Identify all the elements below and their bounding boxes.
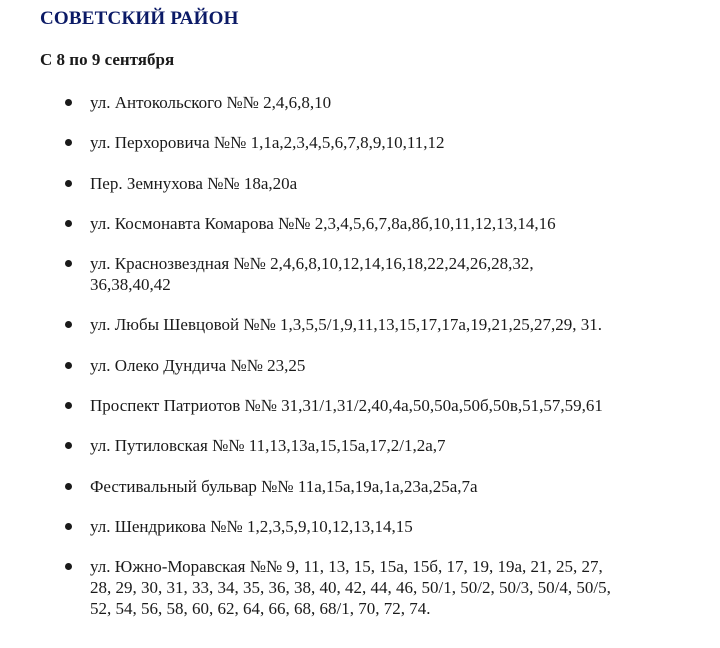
street-address-text: Проспект Патриотов №№ 31,31/1,31/2,40,4а,50,50а,50б,50в,51,57,59,61 [90, 396, 603, 416]
list-item [0, 92, 720, 113]
street-address-text: ул. Краснозвездная №№ 2,4,6,8,10,12,14,16,18,22,24,26,28,32, 36,38,40,42 [90, 254, 534, 295]
bullet-icon [65, 442, 72, 449]
list-item [0, 173, 720, 194]
street-address-text: ул. Южно-Моравская №№ 9, 11, 13, 15, 15а, 15б, 17, 19, 19а, 21, 25, 27, 28, 29, 30, 31, 33, 34, 35, 36, 38, 40, 42, 44, 46, 50/1, 50/2, 50/3, 50/4, 50/5, 52, 54, 56, 58, 60, 62, 64, 66, 68, 68/1, 70, 72, 74. [90, 557, 611, 619]
district-title: СОВЕТСКИЙ РАЙОН [40, 8, 239, 29]
street-address-text: Фестивальный бульвар №№ 11а,15а,19а,1а,23а,25а,7а [90, 476, 478, 496]
list-item [0, 132, 720, 153]
street-address-text: ул. Олеко Дундича №№ 23,25 [90, 355, 306, 375]
list-item [0, 395, 720, 416]
list-item [0, 516, 720, 537]
bullet-icon [65, 260, 72, 267]
bullet-icon [65, 321, 72, 328]
bullet-icon [65, 180, 72, 187]
bullet-icon [65, 563, 72, 570]
bullet-icon [65, 139, 72, 146]
street-address-text: ул. Космонавта Комарова №№ 2,3,4,5,6,7,8а,8б,10,11,12,13,14,16 [90, 213, 556, 233]
list-item [0, 213, 720, 234]
street-list [0, 92, 720, 639]
list-item [0, 355, 720, 376]
list-item [0, 253, 720, 295]
street-address-text: ул. Любы Шевцовой №№ 1,3,5,5/1,9,11,13,15,17,17а,19,21,25,27,29, 31. [90, 315, 602, 335]
street-address-text: ул. Антокольского №№ 2,4,6,8,10 [90, 93, 332, 112]
street-address-text: ул. Перхоровича №№ 1,1а,2,3,4,5,6,7,8,9,10,11,12 [90, 133, 445, 153]
list-item [0, 314, 720, 335]
bullet-icon [65, 220, 72, 227]
bullet-icon [65, 362, 72, 369]
list-item [0, 435, 720, 456]
bullet-icon [65, 99, 72, 106]
street-address-text: Пер. Земнухова №№ 18а,20а [90, 173, 298, 193]
street-address-text: ул. Путиловская №№ 11,13,13а,15,15а,17,2/1,2а,7 [90, 436, 446, 456]
bullet-icon [65, 483, 72, 490]
list-item [0, 556, 720, 619]
list-item [0, 476, 720, 497]
bullet-icon [65, 523, 72, 530]
date-range-heading: С 8 по 9 сентября [40, 50, 175, 69]
street-address-text: ул. Шендрикова №№ 1,2,3,5,9,10,12,13,14,15 [90, 516, 413, 536]
bullet-icon [65, 402, 72, 409]
